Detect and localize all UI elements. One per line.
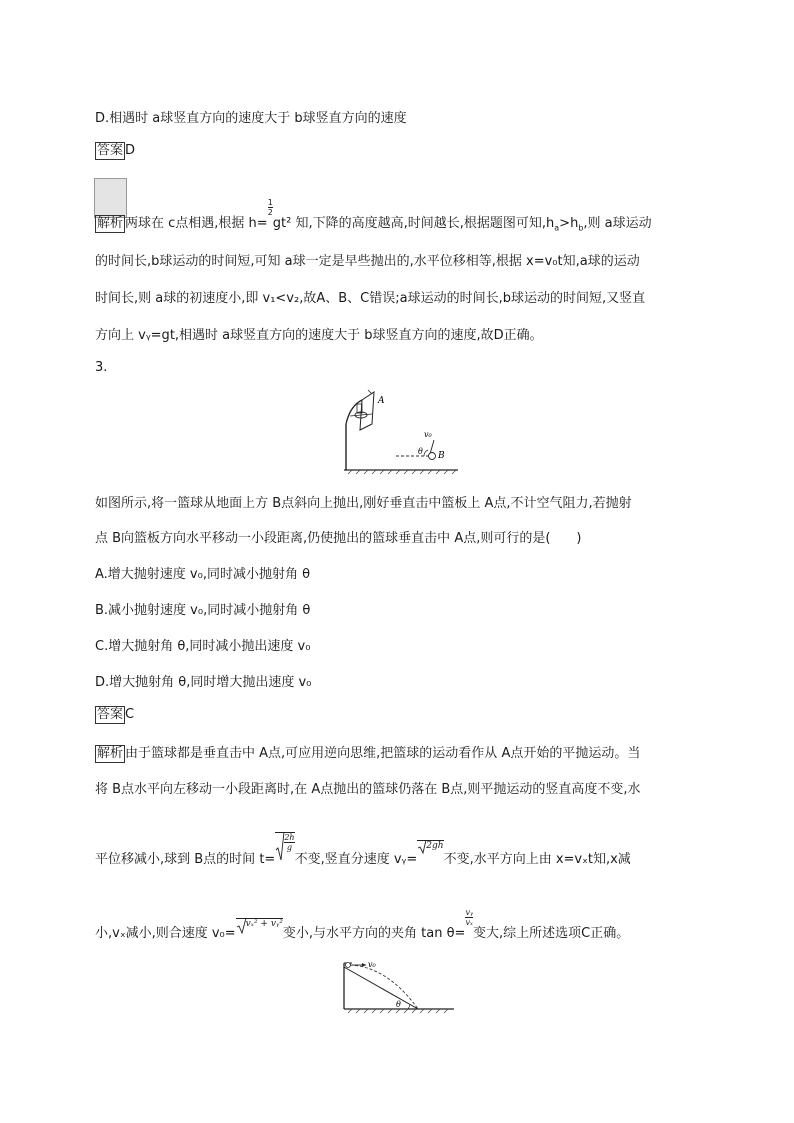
answer-label: 答案 xyxy=(97,707,124,722)
sqrt-2h-over-g xyxy=(275,832,294,852)
q2-analysis-line-4: 方向上 vᵧ=gt,相遇时 a球竖直方向的速度大于 b球竖直方向的速度,故D正确。 xyxy=(95,328,543,343)
analysis-label: 解析 xyxy=(97,746,124,761)
q3-stem-line-2: 点 B向篮板方向水平移动一小段距离,仍使抛出的篮球垂直击中 A点,则可行的是( ) xyxy=(95,531,582,546)
basketball-figure xyxy=(338,384,464,476)
sub-a: a xyxy=(554,223,560,233)
q3-option-a: A.增大抛射速度 v₀,同时减小抛射角 θ xyxy=(95,567,311,582)
frac-num: 2h xyxy=(284,832,295,842)
q3-analysis-line-4 xyxy=(95,908,630,943)
text: 变小,与水平方向的夹角 tan θ= xyxy=(282,926,466,941)
q3-stem-line-1: 如图所示,将一篮球从地面上方 B点斜向上抛出,刚好垂直击中篮板上 A点,不计空气阻力,若抛射 xyxy=(95,496,632,511)
text: 小,vₓ减小,则合速度 v₀= xyxy=(95,926,236,941)
q2-analysis-line-2: 的时间长,b球运动的时间短,可知 a球一定是早些抛出的,水平位移相等,根据 x=v₀t知,a球的运动 xyxy=(95,254,640,269)
q2-analysis-line-3: 时间长,则 a球的初速度小,即 v₁<v₂,故A、B、C错误;a球运动的时间长,b球运动的时间短,又竖直 xyxy=(95,291,646,306)
q3-answer xyxy=(95,706,134,724)
label-theta: θ xyxy=(418,447,423,456)
analysis-label: 解析 xyxy=(97,216,124,231)
answer-label: 答案 xyxy=(97,143,124,158)
answer-value: D xyxy=(125,143,136,158)
sqrt-2gh xyxy=(417,840,443,851)
q3-analysis-line-3 xyxy=(95,832,631,870)
text: 不变,水平方向上由 x=vₓt知,x减 xyxy=(443,852,631,867)
text: 不变,竖直分速度 vᵧ= xyxy=(294,852,418,867)
text: ,则 a球运动 xyxy=(583,216,652,231)
answer-value: C xyxy=(125,707,135,722)
q3-analysis-line-1 xyxy=(95,742,640,763)
q3-option-b: B.减小抛射速度 v₀,同时减小抛射角 θ xyxy=(95,603,311,618)
frac-num: vᵧ xyxy=(465,908,473,917)
q2-option-d: D.相遇时 a球竖直方向的速度大于 b球竖直方向的速度 xyxy=(95,111,407,126)
label-v0: v₀ xyxy=(424,430,432,439)
q3-analysis-line-2: 将 B点水平向左移动一小段距离时,在 A点抛出的篮球仍落在 B点,则平抛运动的竖直高度不变,水 xyxy=(95,782,641,797)
frac-den: 2 xyxy=(267,208,273,217)
q2-answer xyxy=(95,142,135,160)
q2-analysis-line-1 xyxy=(95,198,652,233)
fraction-half xyxy=(268,198,273,217)
fraction xyxy=(284,833,294,852)
label-v0: v₀ xyxy=(368,960,376,969)
frac-num: 1 xyxy=(267,198,273,207)
frac-den: vₓ xyxy=(465,918,473,927)
text: >h xyxy=(559,216,579,231)
q3-number: 3. xyxy=(95,360,108,375)
sqrt-content: 2gh xyxy=(426,841,444,851)
label-theta: θ xyxy=(396,1000,401,1009)
q3-option-d: D.增大抛射角 θ,同时增大抛出速度 v₀ xyxy=(95,675,312,690)
text: 平位移减小,球到 B点的时间 t= xyxy=(95,852,276,867)
frac-den: g xyxy=(286,842,292,852)
sqrt-vx2-vy2 xyxy=(236,918,283,929)
sqrt-content: vₓ² + vᵧ² xyxy=(245,919,283,929)
fraction-vy-vx xyxy=(465,908,473,927)
text: 变大,综上所述选项C正确。 xyxy=(472,926,630,941)
text: 两球在 c点相遇,根据 h= xyxy=(125,216,268,231)
label-a: A xyxy=(378,396,385,406)
sub-b: b xyxy=(578,223,584,233)
text: 由于篮球都是垂直击中 A点,可应用逆向思维,把篮球的运动看作从 A点开始的平抛运动。当 xyxy=(125,746,641,761)
text: gt² 知,下降的高度越高,时间越长,根据题图可知,h xyxy=(272,216,555,231)
projectile-figure xyxy=(338,955,458,1015)
q3-option-c: C.增大抛射角 θ,同时减小抛出速度 v₀ xyxy=(95,639,311,654)
label-b: B xyxy=(438,451,445,461)
